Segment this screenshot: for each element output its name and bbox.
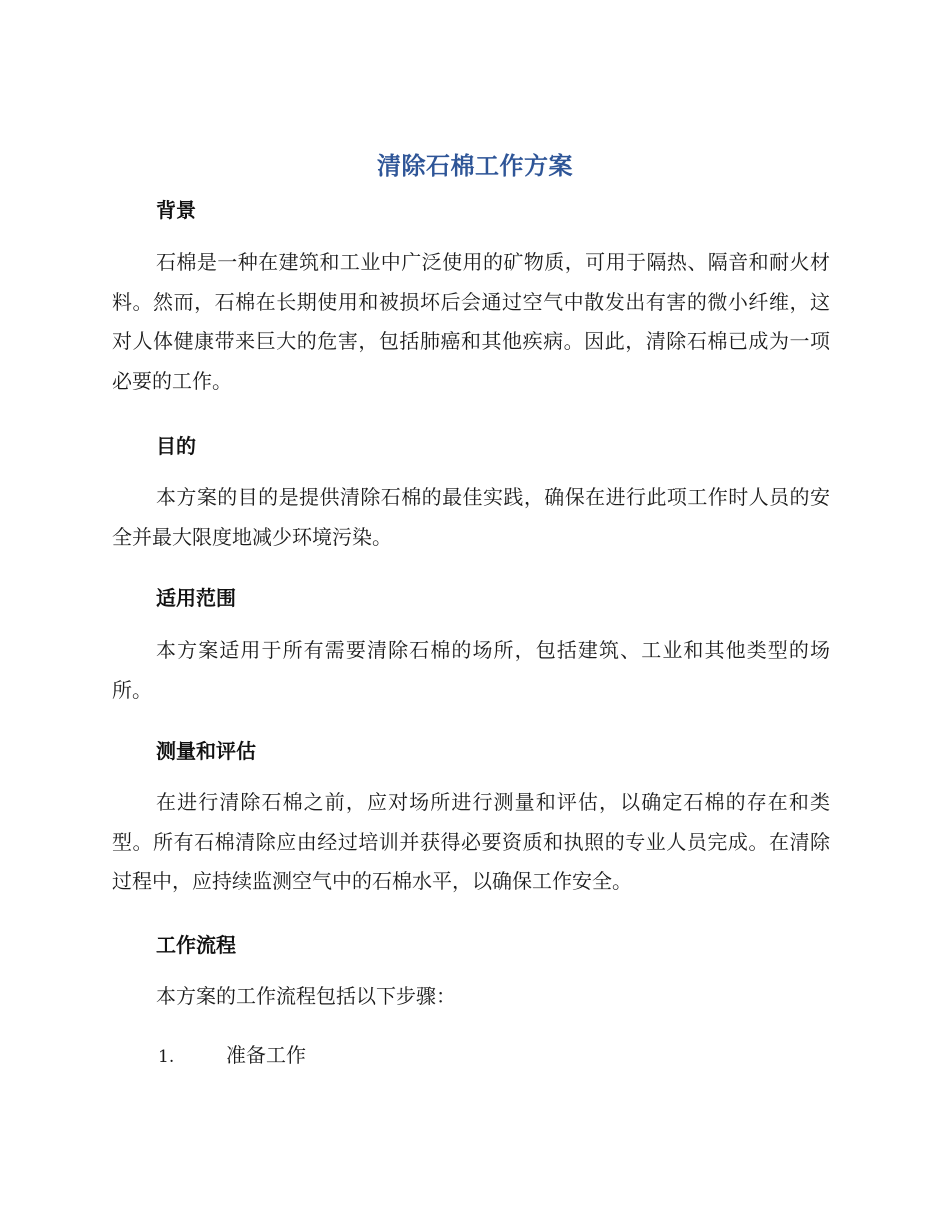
section-paragraph-scope: 本方案适用于所有需要清除石棉的场所，包括建筑、工业和其他类型的场所。	[112, 638, 830, 702]
page-title: 清除石棉工作方案	[377, 152, 573, 180]
section-heading-background: 背景	[156, 198, 196, 222]
section-paragraph-background: 石棉是一种在建筑和工业中广泛使用的矿物质，可用于隔热、隔音和耐火材料。然而，石棉在长期使用和被损坏后会通过空气中散发出有害的微小纤维，这对人体健康带来巨大的危害，包括肺癌和其他疾病。因此，清除石棉已成为一项必要的工作。	[112, 250, 830, 393]
list-item-label: 准备工作	[226, 1043, 306, 1067]
section-heading-scope: 适用范围	[156, 586, 236, 610]
list-item-number: 1.	[158, 1047, 175, 1067]
section-paragraph-purpose: 本方案的目的是提供清除石棉的最佳实践，确保在进行此项工作时人员的安全并最大限度地减少环境污染。	[112, 485, 830, 549]
section-paragraph-measurement: 在进行清除石棉之前，应对场所进行测量和评估，以确定石棉的存在和类型。所有石棉清除应由经过培训并获得必要资质和执照的专业人员完成。在清除过程中，应持续监测空气中的石棉水平，以确保工作安全。	[112, 790, 830, 893]
list-item	[158, 1039, 306, 1068]
section-heading-workflow: 工作流程	[156, 933, 236, 957]
section-heading-purpose: 目的	[156, 434, 196, 458]
section-paragraph-workflow: 本方案的工作流程包括以下步骤：	[156, 984, 456, 1008]
section-heading-measurement: 测量和评估	[156, 739, 256, 763]
